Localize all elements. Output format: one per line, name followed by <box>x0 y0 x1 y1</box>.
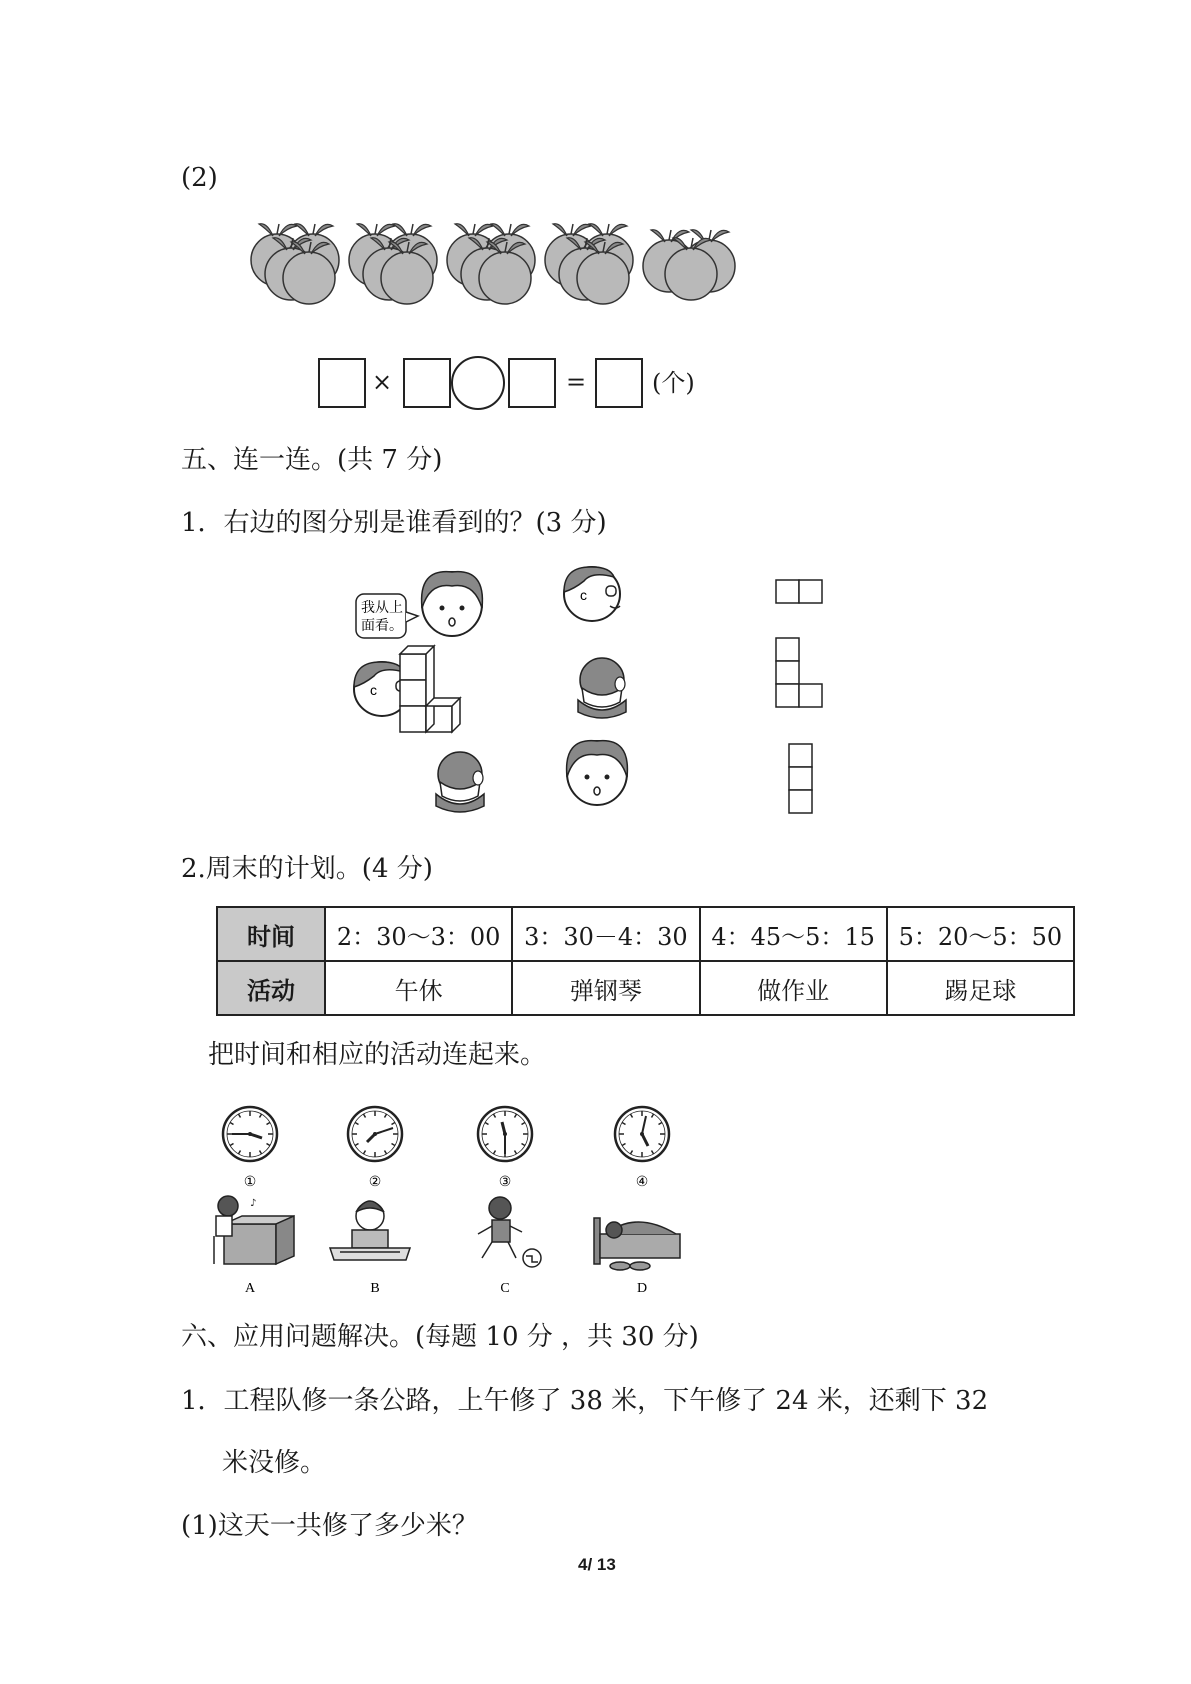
activity-label: A <box>244 1281 256 1296</box>
clock-label: ③ <box>498 1175 512 1190</box>
table-cell-activity: 弹钢琴 <box>512 961 699 1015</box>
answer-box[interactable] <box>595 358 643 408</box>
page-number: 4/ 13 <box>578 1555 616 1574</box>
times-sign: × <box>372 368 393 396</box>
table-header: 时间 <box>217 907 325 961</box>
clock-4 <box>615 1107 669 1161</box>
unit-label: (个) <box>652 369 695 397</box>
side-view-shape <box>776 638 822 707</box>
operator-circle[interactable] <box>451 356 505 410</box>
sub-question: (1)这天一共修了多少米？ <box>181 1511 478 1541</box>
speech-bubble-text: 我从上 <box>361 600 403 616</box>
answer-box[interactable] <box>508 358 556 408</box>
question-title: 1．右边的图分别是谁看到的？(3 分) <box>181 508 607 538</box>
clock-2 <box>348 1107 402 1161</box>
speech-bubble-text: 面看。 <box>361 618 403 634</box>
answer-box[interactable] <box>318 358 366 408</box>
table-cell-time: 5：20～5：50 <box>887 907 1074 961</box>
apple-group <box>447 224 535 304</box>
clock-1 <box>223 1107 277 1161</box>
clock-3 <box>478 1107 532 1161</box>
table-cell-activity: 做作业 <box>700 961 887 1015</box>
activity-homework <box>330 1201 410 1260</box>
activity-football <box>478 1197 541 1267</box>
boy-back-figure <box>436 752 484 812</box>
views-figure: c 我从上 面看。 <box>354 568 844 818</box>
activity-label: B <box>370 1281 380 1296</box>
cube-stack <box>400 646 460 732</box>
girl-figure <box>422 572 483 636</box>
section-title: 五、连一连。(共 7 分) <box>181 445 443 475</box>
activity-label: C <box>500 1281 510 1296</box>
question-text: 米没修。 <box>222 1448 327 1478</box>
clock-label: ④ <box>635 1175 649 1190</box>
part-label: (2) <box>181 163 218 193</box>
apples-illustration <box>255 222 740 312</box>
top-view-shape <box>776 580 822 603</box>
boy-back-figure <box>578 658 626 718</box>
table-cell-time: 3：30－4：30 <box>512 907 699 961</box>
clock-label: ② <box>368 1175 382 1190</box>
table-cell-time: 2：30～3：00 <box>325 907 512 961</box>
activity-piano <box>214 1196 294 1264</box>
table-cell-activity: 午休 <box>325 961 512 1015</box>
section-title: 六、应用问题解决。(每题 10 分 ，共 30 分) <box>181 1322 699 1352</box>
answer-box[interactable] <box>403 358 451 408</box>
clock-label: ① <box>243 1175 257 1190</box>
instruction-text: 把时间和相应的活动连起来。 <box>208 1040 547 1070</box>
activity-sleeping <box>594 1218 680 1270</box>
front-view-shape <box>789 744 812 813</box>
svg-text:♪: ♪ <box>250 1198 257 1209</box>
apple-group <box>251 224 339 304</box>
question-text: 1．工程队修一条公路，上午修了 38 米，下午修了 24 米，还剩下 32 <box>181 1386 989 1416</box>
apple-group <box>349 224 437 304</box>
table-cell-time: 4：45～5：15 <box>700 907 887 961</box>
table-header: 活动 <box>217 961 325 1015</box>
apple-group <box>545 224 633 304</box>
question-title: 2.周末的计划。(4 分) <box>181 854 433 884</box>
activity-label: D <box>636 1281 648 1296</box>
apple-group <box>643 230 735 300</box>
table-cell-activity: 踢足球 <box>887 961 1074 1015</box>
girl-figure <box>567 741 628 805</box>
boy-side-figure <box>564 567 620 621</box>
clocks-figure <box>210 1098 700 1298</box>
plan-table <box>216 906 1075 1016</box>
equals-sign: = <box>566 368 587 396</box>
